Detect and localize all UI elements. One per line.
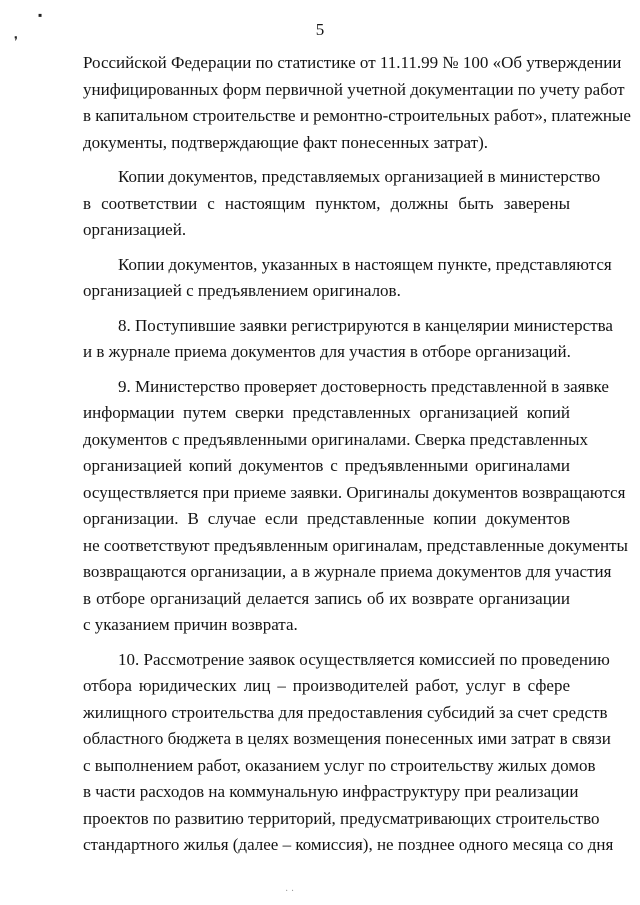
text-line: в части расходов на коммунальную инфраструктуру при реализации bbox=[83, 782, 579, 801]
text-line: информации путем сверки представленных организацией копий bbox=[83, 403, 570, 422]
text-line: осуществляется при приеме заявки. Оригиналы документов возвращаются bbox=[83, 482, 626, 502]
text-line: 10. Рассмотрение заявок осуществляется комиссией по проведению bbox=[118, 649, 610, 669]
text-line: в отборе организаций делается запись об их возврате организации bbox=[83, 588, 570, 608]
page-number: 5 bbox=[315, 20, 325, 39]
paragraph-gap bbox=[83, 366, 570, 374]
text-line: отбора юридических лиц – производителей работ, услуг в сфере bbox=[83, 676, 570, 695]
text-line: документов с предъявленными оригиналами. Сверка представленных bbox=[83, 429, 589, 449]
text-line: 8. Поступившие заявки регистрируются в канцелярии министерства bbox=[118, 315, 613, 335]
scan-artifact-mark: ▪ bbox=[38, 8, 43, 22]
text-line: организацией с предъявлением оригиналов. bbox=[83, 281, 401, 300]
paragraph bbox=[83, 374, 628, 639]
text-line: стандартного жилья (далее – комиссия), не позднее одного месяца со дня bbox=[83, 835, 614, 854]
text-line: областного бюджета в целях возмещения понесенных ими затрат в связи bbox=[83, 729, 611, 748]
text-line: Российской Федерации по статистике от 11.11.99 № 100 «Об утверждении bbox=[83, 53, 622, 72]
text-line: 9. Министерство проверяет достоверность представленной в заявке bbox=[118, 376, 609, 396]
paragraph-gap bbox=[83, 305, 570, 313]
text-line: в соответствии с настоящим пунктом, должны быть заверены bbox=[83, 193, 570, 213]
text-line: документы, подтверждающие факт понесенных затрат). bbox=[83, 132, 488, 152]
scan-artifact-mark: ❜ bbox=[14, 34, 18, 48]
text-line: с выполнением работ, оказанием услуг по строительству жилых домов bbox=[83, 755, 596, 775]
text-line: унифицированных форм первичной учетной документации по учету работ bbox=[83, 79, 625, 99]
text-line: организацией. bbox=[83, 220, 187, 239]
paragraph bbox=[83, 164, 601, 244]
paragraph bbox=[83, 313, 613, 366]
text-line: в капитальном строительстве и ремонтно-строительных работ», платежные bbox=[83, 106, 631, 125]
text-line: и в журнале приема документов для участия в отборе организаций. bbox=[83, 342, 571, 361]
text-line: Копии документов, указанных в настоящем пункте, представляются bbox=[118, 254, 612, 274]
text-line: не соответствуют предъявленным оригиналам, представленные документы bbox=[83, 535, 628, 555]
text-line: с указанием причин возврата. bbox=[83, 615, 298, 634]
text-line: возвращаются организации, а в журнале приема документов для участия bbox=[83, 562, 612, 581]
paragraph-gap bbox=[83, 156, 570, 164]
paragraph-gap bbox=[83, 244, 570, 252]
paragraph-gap bbox=[83, 639, 570, 647]
text-line: организацией копий документов с предъявленными оригиналами bbox=[83, 456, 570, 475]
text-line: проектов по развитию территорий, предусматривающих строительство bbox=[83, 808, 600, 828]
paragraph bbox=[83, 252, 612, 305]
paragraph bbox=[83, 50, 631, 156]
text-line: Копии документов, представляемых организацией в министерство bbox=[118, 167, 601, 186]
paragraph bbox=[83, 647, 614, 859]
document-body bbox=[83, 50, 631, 859]
scan-specks: · · bbox=[285, 886, 295, 897]
text-line: жилищного строительства для предоставления субсидий за счет средств bbox=[83, 702, 608, 722]
text-line: организации. В случае если представленные копии документов bbox=[83, 509, 570, 528]
